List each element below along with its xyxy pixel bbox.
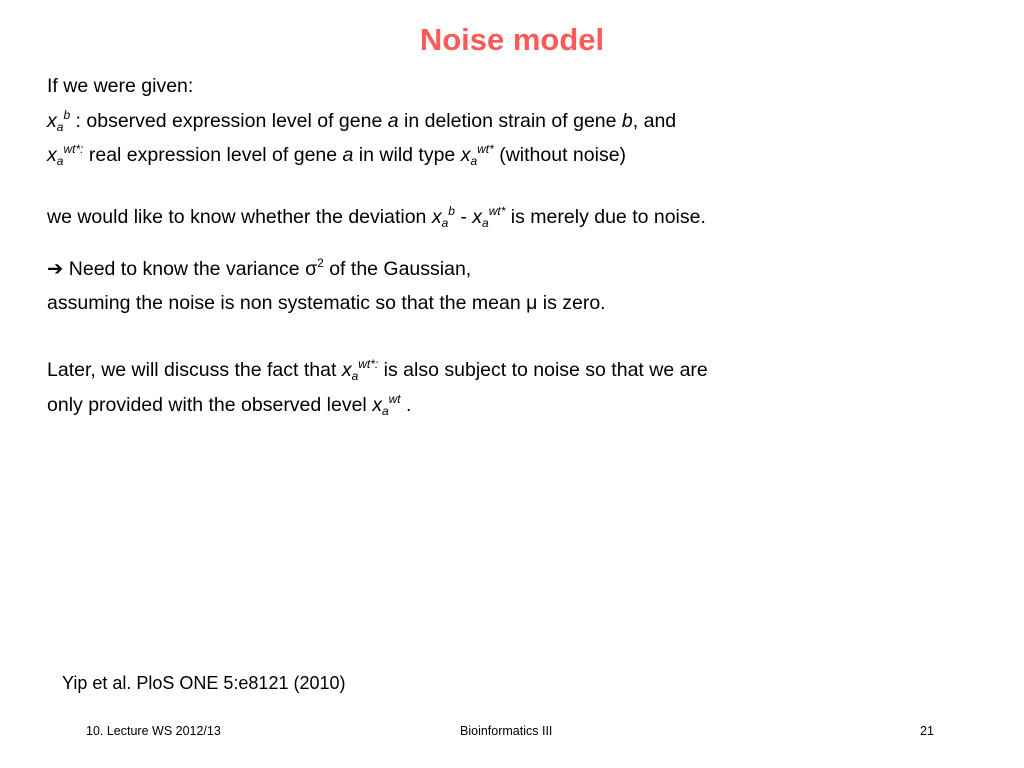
math-sub: a [351, 369, 359, 383]
math-x: x [341, 359, 352, 381]
math-sub: a [381, 404, 389, 418]
text-fragment: only provided with the observed level [47, 394, 373, 416]
footer-course: Bioinformatics III [460, 724, 553, 738]
math-x: x [47, 144, 57, 166]
math-sup: wt*: [358, 357, 379, 371]
footer-page-number: 21 [920, 724, 934, 738]
text-fragment: Later, we will discuss the fact that [47, 359, 342, 381]
arrow-right-icon: ➔ [47, 258, 64, 280]
text-line-deviation [47, 206, 706, 229]
text-fragment: , and [632, 110, 677, 132]
math-sub: a [441, 216, 449, 230]
math-sup: wt* [477, 142, 494, 156]
math-x: x [460, 144, 471, 166]
text-line-variance [47, 257, 471, 281]
slide-title: Noise model [419, 22, 605, 57]
math-minus: - [454, 206, 473, 228]
text-line-observed-expression [47, 110, 676, 133]
math-sup: b [448, 204, 455, 218]
text-fragment: in wild type [353, 144, 461, 166]
math-x: x [431, 206, 442, 228]
text-line-later [47, 359, 708, 382]
text-fragment: real expression level of gene [83, 144, 343, 166]
text-fragment: in deletion strain of gene [398, 110, 622, 132]
text-fragment: we would like to know whether the deviation [47, 206, 432, 228]
math-sub: a [56, 120, 64, 134]
math-sup: 2 [317, 256, 324, 270]
text-fragment: (without noise) [493, 144, 627, 166]
math-sub: a [482, 216, 489, 230]
footer-lecture: 10. Lecture WS 2012/13 [86, 724, 221, 738]
math-x: x [372, 394, 382, 416]
math-sup: b [63, 108, 71, 122]
text-fragment: : observed expression level of gene [70, 110, 388, 132]
text-line-observed-level [47, 394, 411, 417]
text-line-mean-zero: assuming the noise is non systematic so that the mean μ is zero. [47, 292, 606, 314]
math-x: x [47, 110, 57, 132]
math-sup: wt*: [63, 142, 84, 156]
math-sub: a [470, 154, 478, 168]
text-fragment: of the Gaussian, [323, 258, 472, 280]
math-sup: wt* [488, 204, 506, 218]
text-fragment: Need to know the variance σ [63, 258, 318, 280]
text-line-real-expression [47, 144, 626, 167]
math-sub: a [56, 154, 64, 168]
math-sup: wt [388, 392, 401, 406]
text-fragment: is also subject to noise so that we are [378, 359, 708, 381]
gene-a: a [342, 144, 354, 166]
gene-b: b [621, 110, 633, 132]
math-x: x [472, 206, 483, 228]
citation: Yip et al. PloS ONE 5:e8121 (2010) [62, 673, 346, 693]
text-fragment: . [400, 394, 412, 416]
gene-a: a [387, 110, 399, 132]
text-fragment: is merely due to noise. [505, 206, 706, 228]
text-line-given: If we were given: [47, 75, 194, 97]
